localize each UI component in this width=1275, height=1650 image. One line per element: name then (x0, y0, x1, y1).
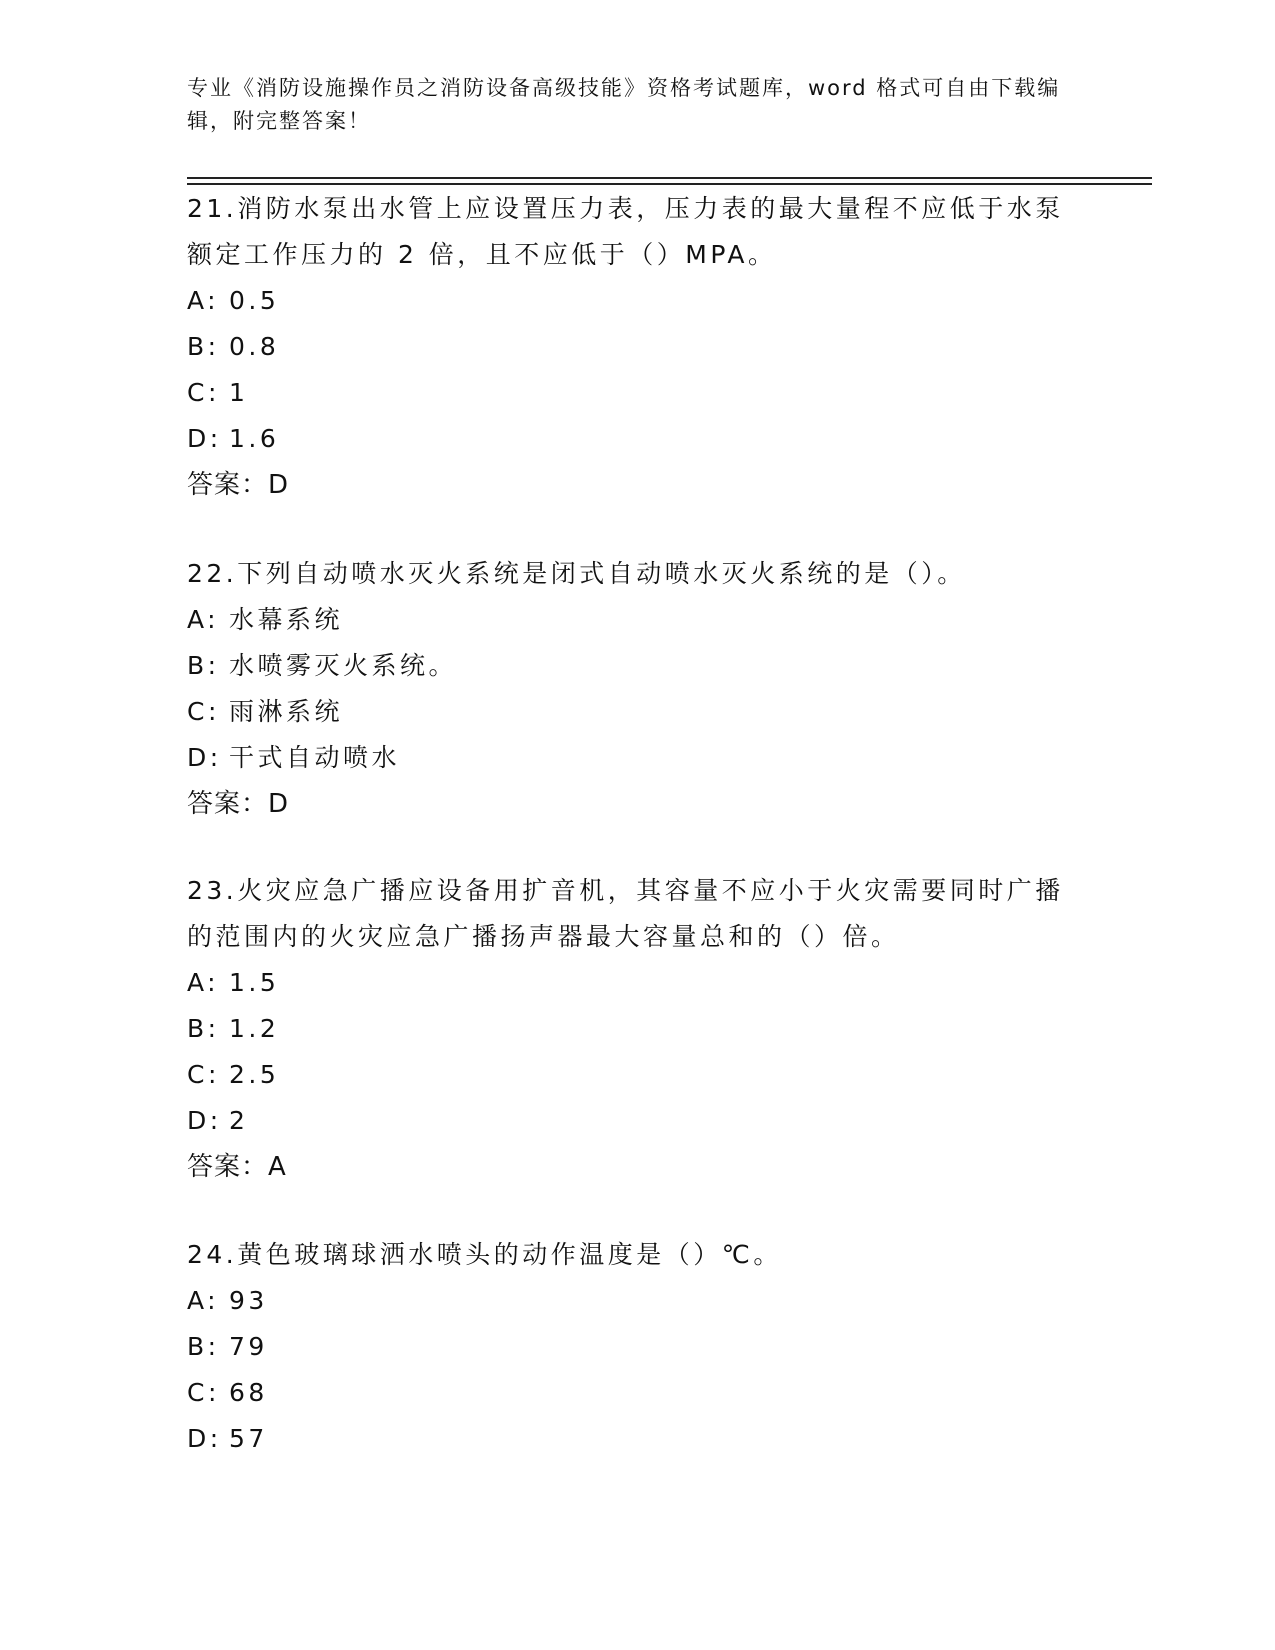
question-23 (187, 868, 1087, 1190)
option-a (187, 1278, 1087, 1324)
option-text: 79 (229, 1332, 268, 1361)
option-letter: C: (187, 1378, 220, 1407)
option-letter: D: (187, 743, 222, 772)
option-c (187, 370, 1087, 416)
option-d (187, 1098, 1087, 1144)
option-c (187, 1052, 1087, 1098)
option-letter: C: (187, 697, 220, 726)
option-a (187, 278, 1087, 324)
option-letter: B: (187, 651, 220, 680)
option-d (187, 1416, 1087, 1462)
option-a (187, 597, 1087, 643)
option-b (187, 643, 1087, 689)
header-rule-top (187, 177, 1152, 179)
header-rule-bottom (187, 183, 1152, 185)
option-c (187, 1370, 1087, 1416)
option-letter: A: (187, 286, 220, 315)
document-header: 专业《消防设施操作员之消防设备高级技能》资格考试题库，word 格式可自由下载编辑，附完整答案！ (187, 76, 1061, 133)
option-letter: B: (187, 1332, 220, 1361)
option-text: 1.5 (229, 968, 280, 997)
answer-text: 答案：D (187, 470, 290, 500)
option-letter: A: (187, 605, 220, 634)
option-letter: C: (187, 1060, 220, 1089)
option-letter: D: (187, 424, 222, 453)
option-letter: A: (187, 1286, 220, 1315)
option-d (187, 735, 1087, 781)
option-b (187, 324, 1087, 370)
option-text: 1 (229, 378, 249, 407)
option-b (187, 1006, 1087, 1052)
option-text: 水幕系统 (229, 605, 344, 634)
option-text: 干式自动喷水 (229, 743, 401, 772)
answer-text: 答案：D (187, 789, 290, 819)
option-letter: D: (187, 1106, 222, 1135)
option-text: 2 (229, 1106, 249, 1135)
option-a (187, 960, 1087, 1006)
option-b (187, 1324, 1087, 1370)
option-text: 水喷雾灭火系统。 (229, 651, 458, 680)
option-text: 57 (229, 1424, 268, 1453)
option-text: 1.6 (229, 424, 280, 453)
option-text: 0.5 (229, 286, 280, 315)
option-text: 0.8 (229, 332, 280, 361)
question-stem: 23.火灾应急广播应设备用扩音机，其容量不应小于火灾需要同时广播的范围内的火灾应急广播扬声器最大容量总和的（）倍。 (187, 876, 1064, 951)
option-d (187, 416, 1087, 462)
question-stem: 22.下列自动喷水灭火系统是闭式自动喷水灭火系统的是（）。 (187, 559, 966, 588)
answer-text: 答案：A (187, 1152, 287, 1182)
option-letter: D: (187, 1424, 222, 1453)
option-letter: B: (187, 332, 220, 361)
option-letter: C: (187, 378, 220, 407)
question-22 (187, 551, 1087, 827)
option-text: 68 (229, 1378, 268, 1407)
option-text: 93 (229, 1286, 268, 1315)
question-stem: 21.消防水泵出水管上应设置压力表，压力表的最大量程不应低于水泵额定工作压力的 2 倍，且不应低于（）MPA。 (187, 194, 1064, 269)
option-letter: B: (187, 1014, 220, 1043)
option-text: 雨淋系统 (229, 697, 344, 726)
question-stem: 24.黄色玻璃球洒水喷头的动作温度是（）℃。 (187, 1240, 782, 1269)
option-letter: A: (187, 968, 220, 997)
option-text: 2.5 (229, 1060, 280, 1089)
option-text: 1.2 (229, 1014, 280, 1043)
option-c (187, 689, 1087, 735)
question-21 (187, 186, 1087, 508)
question-24 (187, 1232, 1087, 1462)
